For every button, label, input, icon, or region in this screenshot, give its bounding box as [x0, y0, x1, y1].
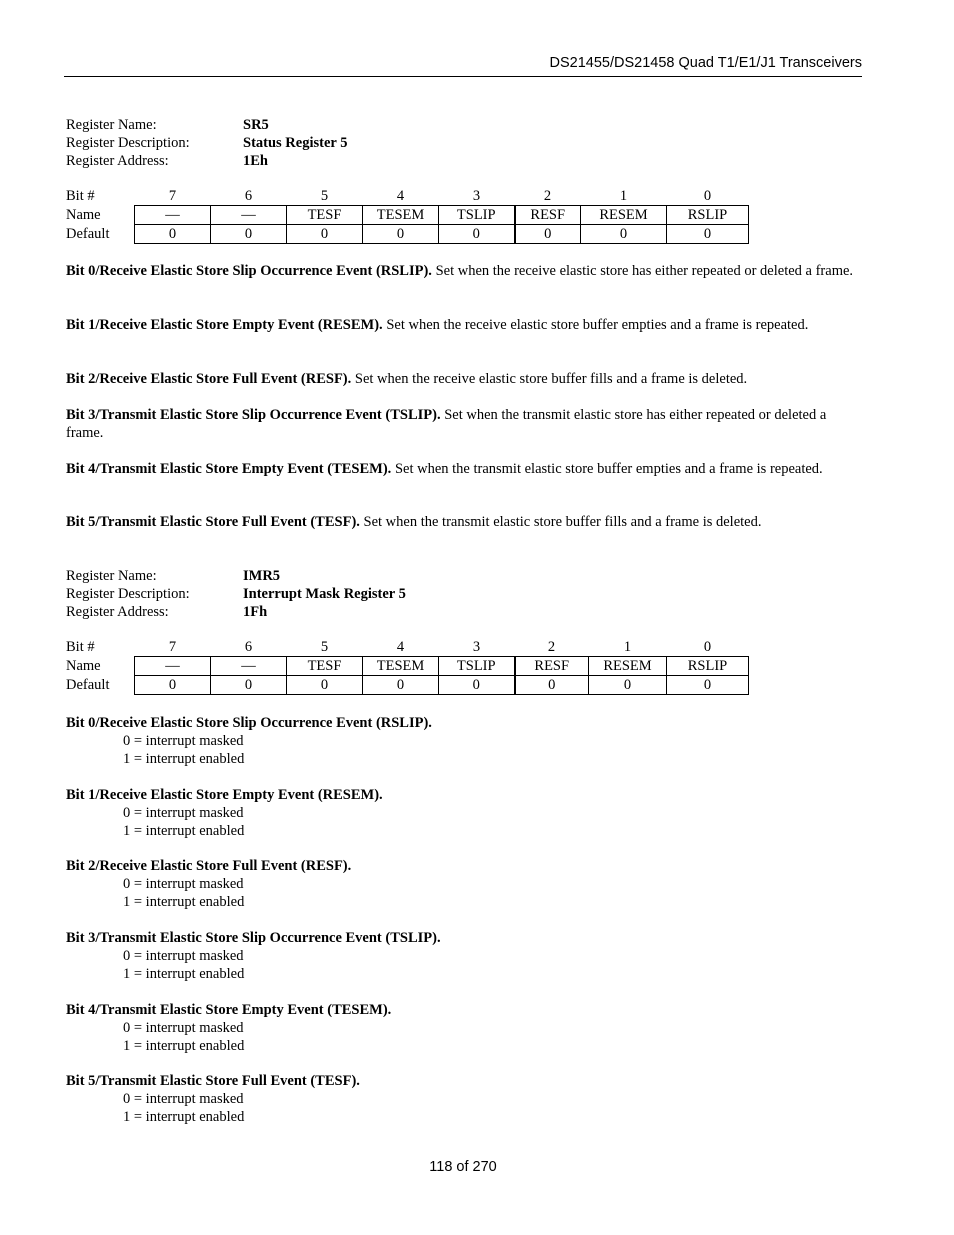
bit-default-cell: 0 [667, 676, 749, 695]
bit-name-cell: RESF [515, 657, 589, 676]
bit-number: 2 [547, 639, 556, 655]
bit-number: 0 [703, 188, 712, 204]
register-name: IMR5 [243, 568, 281, 584]
bit-name-cell: TSLIP [439, 657, 515, 676]
bit-name-cell: TESF [287, 206, 363, 225]
bit-description-title: Bit 1/Receive Elastic Store Empty Event (RESEM). [66, 787, 383, 803]
bit-name-cell: RESEM [589, 657, 667, 676]
bit-number-label: Bit # [66, 188, 95, 205]
bit-name-cell: RESEM [581, 206, 667, 225]
sr5-register-info [66, 116, 347, 170]
bit-option: 1 = interrupt enabled [123, 1109, 245, 1125]
bit-number: 3 [472, 639, 481, 655]
page-header: DS21455/DS21458 Quad T1/E1/J1 Transceivers [549, 55, 862, 71]
bit-description-title: Bit 4/Transmit Elastic Store Empty Event (TESEM). [66, 1002, 392, 1018]
bit-option: 0 = interrupt masked [123, 733, 244, 749]
bit-name-cell: RSLIP [667, 657, 749, 676]
bit-description-title: Bit 2/Receive Elastic Store Full Event (RESF). [66, 371, 352, 387]
header-rule [64, 76, 862, 77]
bit-option: 1 = interrupt enabled [123, 751, 245, 767]
bit-number: 1 [619, 188, 628, 204]
bit-option: 0 = interrupt masked [123, 805, 244, 821]
bit-default-cell: 0 [515, 676, 589, 695]
bit-description-text: Set when the transmit elastic store has either repeated or deleted a frame. [66, 407, 827, 441]
bit-option: 0 = interrupt masked [123, 1020, 244, 1036]
bit-default-cell: 0 [515, 225, 581, 244]
bit-default-cell: 0 [363, 225, 439, 244]
bit-default-cell: 0 [589, 676, 667, 695]
bit-default-cell: 0 [135, 225, 211, 244]
bit-description-text: Set when the receive elastic store has either repeated or deleted a frame. [431, 263, 854, 279]
bit-description-title: Bit 5/Transmit Elastic Store Full Event (TESF). [66, 514, 360, 530]
register-description-label: Register Description: [66, 586, 190, 602]
bit-name-cell: RSLIP [667, 206, 749, 225]
bit-description [66, 513, 862, 531]
bit-description-title: Bit 3/Transmit Elastic Store Slip Occurrence Event (TSLIP). [66, 407, 441, 423]
bit-number: 1 [623, 639, 632, 655]
bit-mask-description [66, 1072, 360, 1126]
bit-description [66, 370, 862, 388]
bit-number: 4 [396, 639, 405, 655]
bit-number: 7 [168, 188, 177, 204]
register-address: 1Fh [243, 604, 268, 620]
bit-number: 7 [168, 639, 177, 655]
bit-default-cell: 0 [287, 225, 363, 244]
bit-name-cell: — [135, 206, 211, 225]
bit-description [66, 460, 862, 478]
bit-name-cell: TSLIP [439, 206, 515, 225]
bit-description-title: Bit 1/Receive Elastic Store Empty Event (RESEM). [66, 317, 383, 333]
bit-default-cell: 0 [439, 676, 515, 695]
bit-default-cell: 0 [211, 676, 287, 695]
bit-default-cell: 0 [667, 225, 749, 244]
name-row-label: Name [66, 658, 101, 674]
bit-description-title: Bit 3/Transmit Elastic Store Slip Occurrence Event (TSLIP). [66, 930, 441, 946]
bit-number: 6 [244, 188, 253, 204]
bit-description [66, 262, 862, 280]
bit-number: 6 [244, 639, 253, 655]
bit-option: 1 = interrupt enabled [123, 1038, 245, 1054]
imr5-bit-table [64, 638, 749, 695]
bit-name-cell: — [135, 657, 211, 676]
default-row-label: Default [66, 226, 110, 242]
bit-default-cell: 0 [439, 225, 515, 244]
bit-option: 0 = interrupt masked [123, 948, 244, 964]
register-address: 1Eh [243, 153, 268, 169]
bit-number-label: Bit # [66, 639, 95, 656]
bit-mask-description [66, 1001, 391, 1055]
bit-description-title: Bit 0/Receive Elastic Store Slip Occurrence Event (RSLIP). [66, 263, 432, 279]
sr5-bit-table [64, 187, 749, 244]
bit-description-title: Bit 4/Transmit Elastic Store Empty Event (TESEM). [66, 461, 392, 477]
register-name: SR5 [243, 117, 269, 133]
bit-number: 4 [396, 188, 405, 204]
bit-option: 0 = interrupt masked [123, 876, 244, 892]
register-address-label: Register Address: [66, 604, 169, 620]
bit-number: 3 [472, 188, 481, 204]
bit-name-cell: RESF [515, 206, 581, 225]
bit-default-cell: 0 [211, 225, 287, 244]
bit-number: 2 [543, 188, 552, 204]
bit-default-cell: 0 [287, 676, 363, 695]
bit-description-title: Bit 0/Receive Elastic Store Slip Occurrence Event (RSLIP). [66, 715, 432, 731]
bit-description-title: Bit 5/Transmit Elastic Store Full Event (TESF). [66, 1073, 360, 1089]
bit-name-cell: TESEM [363, 657, 439, 676]
bit-name-cell: TESF [287, 657, 363, 676]
bit-mask-description [66, 857, 351, 911]
name-row-label: Name [66, 207, 101, 223]
bit-option: 0 = interrupt masked [123, 1091, 244, 1107]
bit-default-cell: 0 [363, 676, 439, 695]
bit-number: 0 [703, 639, 712, 655]
bit-option: 1 = interrupt enabled [123, 966, 245, 982]
bit-mask-description [66, 929, 441, 983]
bit-description-title: Bit 2/Receive Elastic Store Full Event (RESF). [66, 858, 352, 874]
bit-description-text: Set when the transmit elastic store buffer fills and a frame is deleted. [359, 514, 762, 530]
register-description-label: Register Description: [66, 135, 190, 151]
imr5-register-info [66, 567, 406, 621]
bit-number: 5 [320, 188, 329, 204]
register-name-label: Register Name: [66, 568, 157, 584]
bit-name-cell: — [211, 206, 287, 225]
bit-number: 5 [320, 639, 329, 655]
bit-name-cell: TESEM [363, 206, 439, 225]
page-number: 118 of 270 [429, 1159, 497, 1175]
register-description: Interrupt Mask Register 5 [243, 586, 406, 602]
bit-mask-description [66, 786, 383, 840]
bit-description [66, 316, 862, 334]
bit-description [66, 406, 862, 442]
register-address-label: Register Address: [66, 153, 169, 169]
bit-default-cell: 0 [581, 225, 667, 244]
default-row-label: Default [66, 677, 110, 693]
bit-description-text: Set when the transmit elastic store buffer empties and a frame is repeated. [391, 461, 823, 477]
bit-default-cell: 0 [135, 676, 211, 695]
bit-description-text: Set when the receive elastic store buffer empties and a frame is repeated. [382, 317, 809, 333]
bit-mask-description [66, 714, 432, 768]
bit-option: 1 = interrupt enabled [123, 823, 245, 839]
bit-option: 1 = interrupt enabled [123, 894, 245, 910]
bit-description-text: Set when the receive elastic store buffer fills and a frame is deleted. [351, 371, 748, 387]
register-description: Status Register 5 [243, 135, 348, 151]
register-name-label: Register Name: [66, 117, 157, 133]
bit-name-cell: — [211, 657, 287, 676]
